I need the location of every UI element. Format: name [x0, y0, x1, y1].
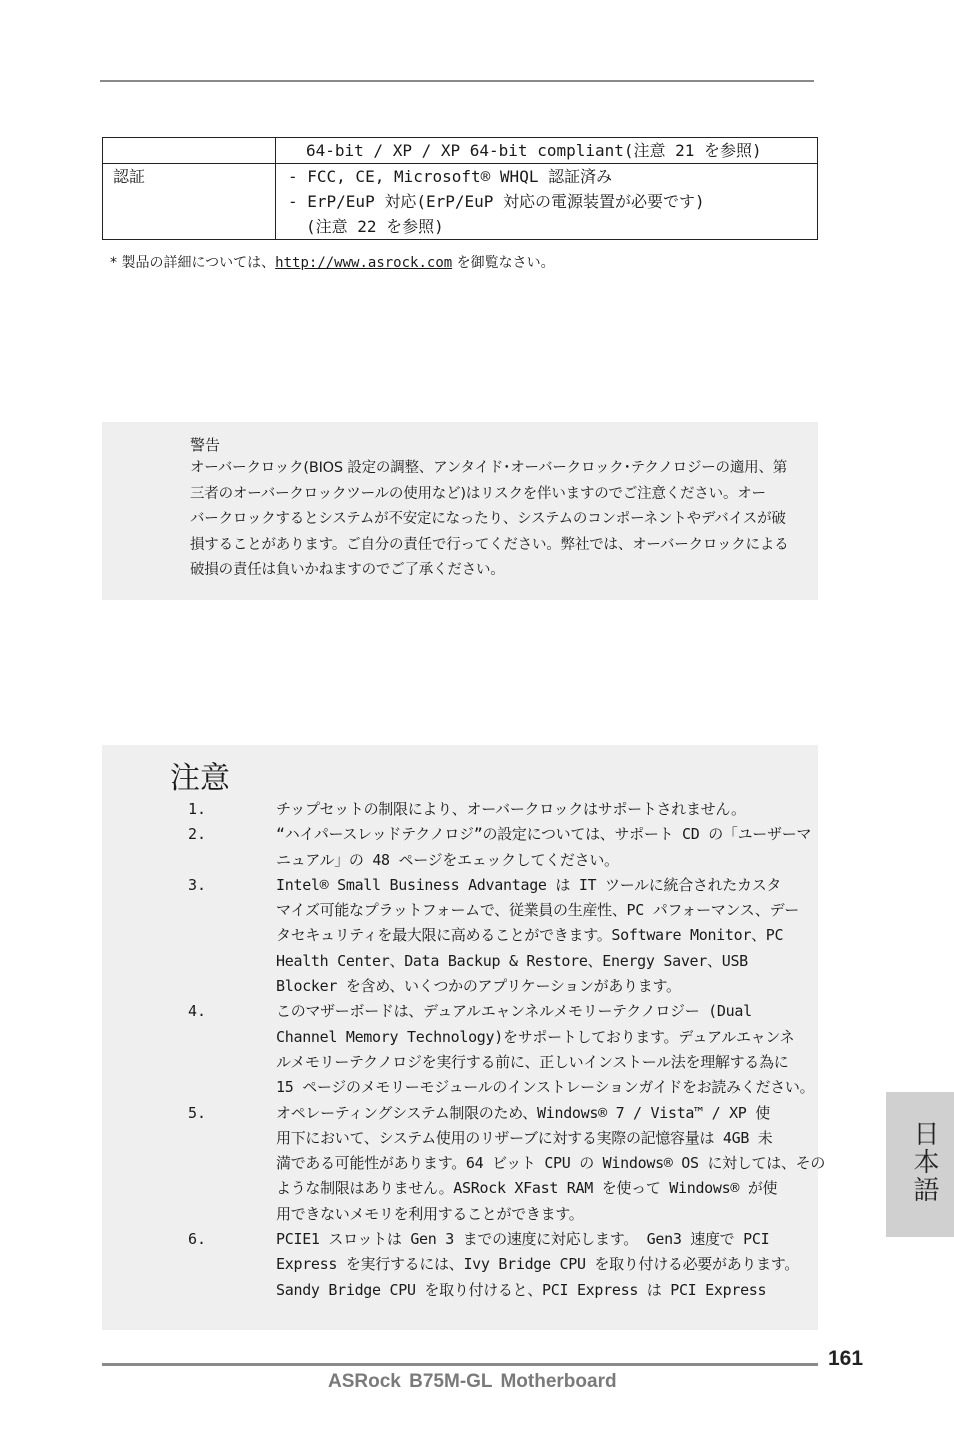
table-row	[103, 138, 818, 164]
row-label	[103, 138, 276, 164]
page-number: 161	[828, 1347, 864, 1370]
asrock-link[interactable]: http://www.asrock.com	[275, 255, 453, 271]
certification-label: 認証	[103, 164, 276, 240]
notes-title: 注意	[170, 761, 230, 796]
bottom-rule	[102, 1363, 818, 1366]
list-item: 3. Intel® Small Business Advantage は IT ツールに統合されたカスタ マイズ可能なプラットフォームで、従業員の生産性、PC パフォーマンス、デー タセキュリティを最大限に高めることができます。Software Monitor、PC Health Center、Data Backup & Restore、Energy Saver、USB Blocker を含め、いくつかのアプリケーションがあります。	[188, 875, 799, 996]
warning-text: オーバークロック(BIOS 設定の調整、アンタイド･オーバークロック･テクノロジーの適用、第 三者のオーバークロックツールの使用など)はリスクを伴いますのでご注意ください。オー バークロックするとシステムが不安定になったり、システムのコンポーネントやデバイスが破 損することがあります。ご自分の責任で行ってください。弊社では、オーバークロックによる 破損の責任は負いかねますのでご了承ください。	[190, 460, 789, 578]
notes-box	[102, 745, 826, 1330]
notes-list	[102, 797, 826, 1303]
footer-title: ASRock B75M-GL Motherboard	[328, 1371, 617, 1392]
list-item: 4. このマザーボードは、デュアルエャンネルメモリーテクノロジー (Dual Channel Memory Technology)をサポートしております。デュアルエャンネ ルメモリーテクノロジを実行する前に、正しいインストール法を理解する為に 15 ページのメモリーモジュールのインストレーションガイドをお読みください。	[188, 1002, 815, 1097]
list-item: 5. オペレーティングシステム制限のため、Windows® 7 / Vista™ / XP 使 用下において、システム使用のリザーブに対する実際の記憶容量は 4GB 未 満である可能性があります。64 ビット CPU の Windows® OS に対しては、その ような制限はありません。ASRock XFast RAM を使って Windows® が使 用できないメモリを利用することができます。	[188, 1103, 826, 1223]
top-rule	[100, 80, 814, 82]
row-value: 64-bit / XP / XP 64-bit compliant(注意 21 を参照)	[276, 138, 818, 164]
warning-title: 警告	[190, 436, 221, 454]
spec-table	[102, 137, 818, 240]
language-tab-label: 日本語	[909, 1120, 939, 1204]
footnote: * 製品の詳細については、http://www.asrock.com を御覧なさい。	[110, 255, 555, 271]
certification-value: - FCC, CE, Microsoft® WHQL 認証済み - ErP/EuP 対応(ErP/EuP 対応の電源装置が必要です) (注意 22 を参照)	[276, 164, 818, 240]
list-item: 1. チップセットの制限により、オーバークロックはサポートされません。	[188, 800, 746, 818]
table-row	[103, 164, 818, 240]
list-item: 6. PCIE1 スロットは Gen 3 までの速度に対応します。 Gen3 速度で PCI Express を実行するには、Ivy Bridge CPU を取り付ける必要があります。 Sandy Bridge CPU を取り付けると、PCI Express は PCI Express	[188, 1230, 800, 1299]
language-tab	[886, 1092, 954, 1237]
list-item: 2. “ハイパースレッドテクノロジ”の設定については、サポート CD の「ユーザーマ ニュアル」の 48 ページをエェックしてください。	[188, 825, 812, 869]
warning-box	[102, 422, 818, 600]
